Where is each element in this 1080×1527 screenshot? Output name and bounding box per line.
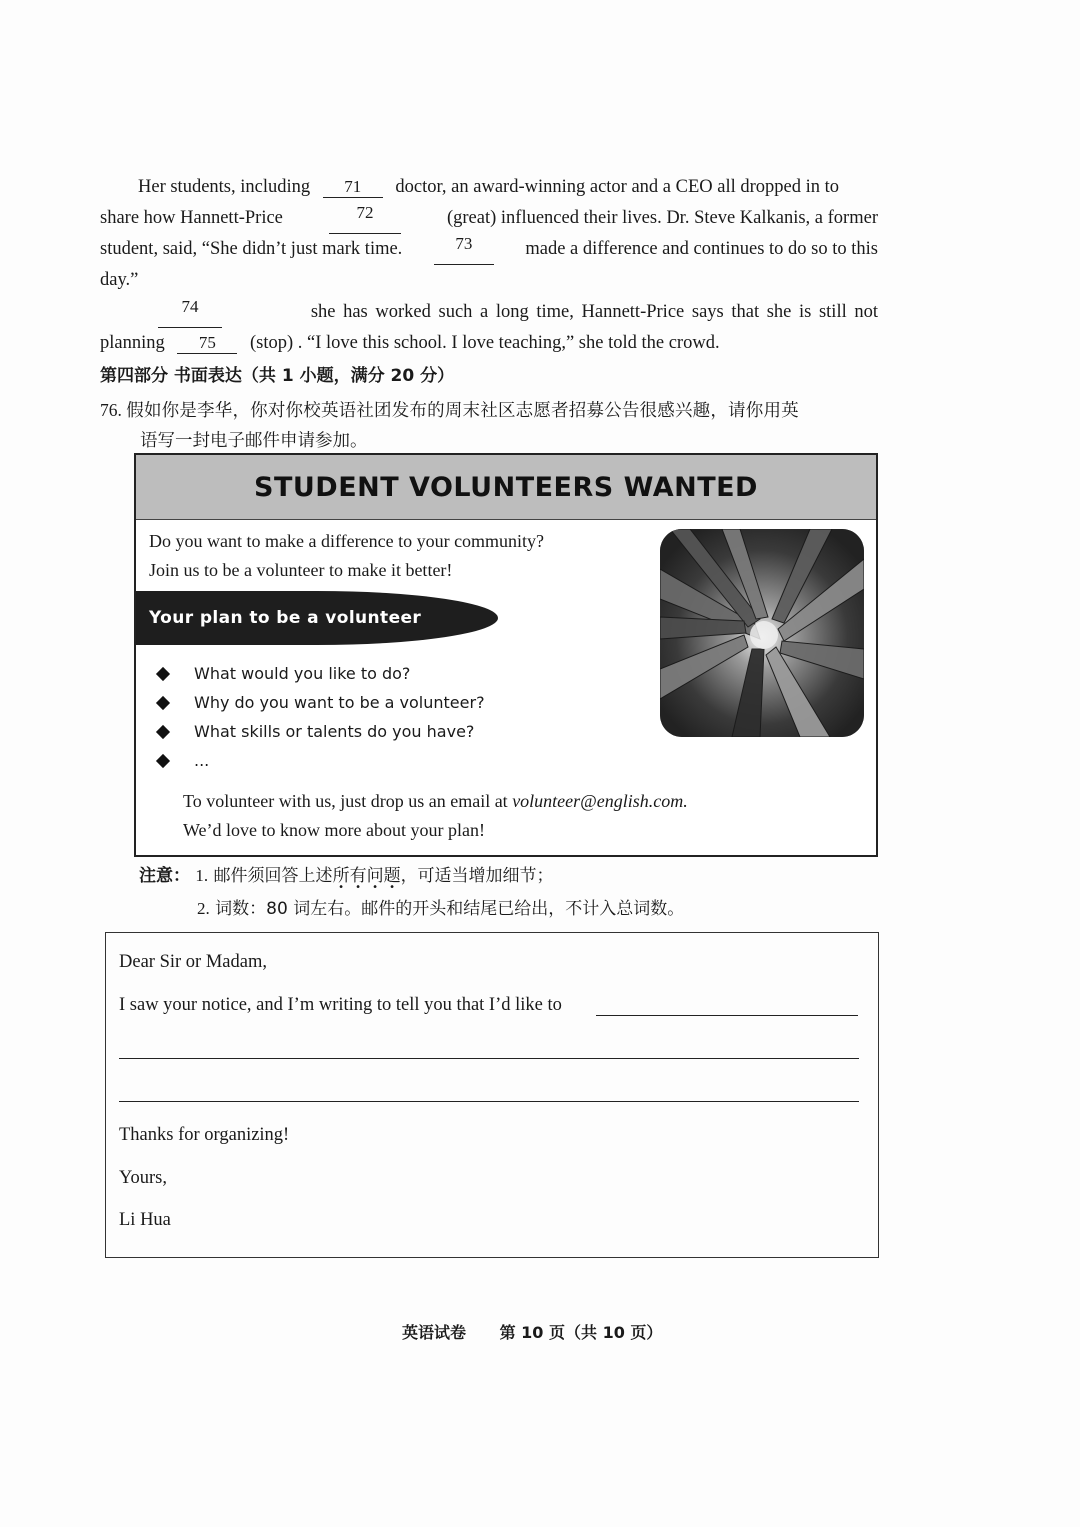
list-item-text: What skills or talents do you have? (194, 722, 475, 741)
list-item (154, 717, 485, 746)
letter-greeting: Dear Sir or Madam, (119, 952, 267, 972)
poster-contact (183, 787, 688, 845)
answer-line[interactable] (596, 1015, 858, 1016)
passage-text: Her students, including (138, 177, 311, 197)
poster-title: STUDENT VOLUNTEERS WANTED (254, 471, 758, 503)
hands-photo-image (660, 529, 864, 737)
list-item (154, 746, 485, 775)
blank-74[interactable]: 74 (158, 297, 222, 328)
list-item (154, 659, 485, 688)
blank-73[interactable]: 73 (434, 234, 494, 265)
question-text-2: 语写一封电子邮件申请参加。 (140, 431, 368, 451)
letter-opening: I saw your notice, and I’m writing to tell you that I’d like to (119, 995, 562, 1015)
passage-text: student, said, “She didn’t just mark time. (100, 239, 403, 259)
note-2 (197, 897, 684, 921)
emphasis-char: 问 (366, 866, 384, 886)
list-item-text: What would you like to do? (194, 664, 411, 683)
question-number: 76. (100, 400, 122, 420)
passage-text: (great) influenced their lives. Dr. Steve Kalkanis, a former (446, 208, 878, 228)
list-item-text: Why do you want to be a volunteer? (194, 693, 485, 712)
question-76 (100, 395, 880, 456)
poster-line-1: Do you want to make a difference to your community? (149, 531, 545, 551)
note-1-text-end: ，可适当增加细节； (400, 866, 554, 886)
plan-banner-label: Your plan to be a volunteer (149, 608, 422, 628)
passage-text: planning (100, 333, 165, 353)
footer-subject: 英语试卷 (402, 1323, 467, 1342)
poster-intro (149, 527, 544, 585)
diamond-bullet-icon (156, 695, 170, 709)
passage-text: doctor, an award-winning actor and a CEO all dropped in to (395, 177, 840, 197)
note-1-number: 1. (195, 866, 209, 885)
poster-line-2: Join us to be a volunteer to make it better! (149, 560, 453, 580)
hands-together-photo (660, 529, 864, 737)
letter-closing: Yours, (119, 1168, 167, 1188)
plan-banner (136, 591, 498, 645)
notes (139, 864, 554, 888)
contact-text: To volunteer with us, just drop us an email at (183, 791, 513, 811)
answer-box[interactable] (105, 932, 879, 1258)
page-footer (402, 1320, 662, 1343)
passage-text: share how Hannett-Price (100, 208, 283, 228)
notes-label: 注意： (139, 866, 190, 886)
blank-72[interactable]: 72 (329, 203, 401, 234)
footer-page: 第 10 页（共 10 页） (499, 1323, 663, 1342)
emphasis-char: 题 (383, 866, 401, 886)
note-2-text: 词数：80 词左右。邮件的开头和结尾已给出，不计入总词数。 (215, 899, 685, 919)
passage-text: (stop) . “I love this school. I love teaching,” she told the crowd. (250, 333, 720, 353)
passage-line-4: day.” (100, 270, 139, 290)
passage-line-5 (158, 297, 878, 328)
answer-line[interactable] (119, 1058, 859, 1059)
section-heading: 第四部分 书面表达（共 1 小题，满分 20 分） (100, 366, 455, 386)
diamond-bullet-icon (156, 724, 170, 738)
letter-thanks: Thanks for organizing! (119, 1125, 290, 1145)
passage-text: she has worked such a long time, Hannett-Price says that she is still not (310, 302, 878, 322)
answer-line[interactable] (119, 1101, 859, 1102)
blank-71[interactable]: 71 (323, 177, 383, 198)
blank-75[interactable]: 75 (177, 333, 237, 354)
diamond-bullet-icon (156, 666, 170, 680)
passage-line-1 (138, 172, 878, 203)
emphasis-char: 有 (349, 866, 367, 886)
volunteer-poster (134, 453, 878, 857)
poster-header (136, 455, 876, 520)
diamond-bullet-icon (156, 753, 170, 767)
passage-line-3 (100, 234, 878, 265)
note-2-number: 2. (197, 899, 210, 918)
list-item (154, 688, 485, 717)
passage-text: made a difference and continues to do so to this (525, 239, 878, 259)
passage-line-6 (100, 328, 720, 359)
letter-signature: Li Hua (119, 1210, 171, 1230)
list-item-text: ... (194, 751, 210, 770)
contact-text-2: We’d love to know more about your plan! (183, 820, 485, 840)
note-1-text: 邮件须回答上述 (213, 866, 333, 886)
contact-email[interactable]: volunteer@english.com. (512, 791, 688, 811)
emphasis-char: 所 (332, 866, 350, 886)
question-text: 假如你是李华，你对你校英语社团发布的周末社区志愿者招募公告很感兴趣，请你用英 (126, 401, 799, 421)
question-list (154, 659, 485, 775)
passage-line-2 (100, 203, 878, 234)
